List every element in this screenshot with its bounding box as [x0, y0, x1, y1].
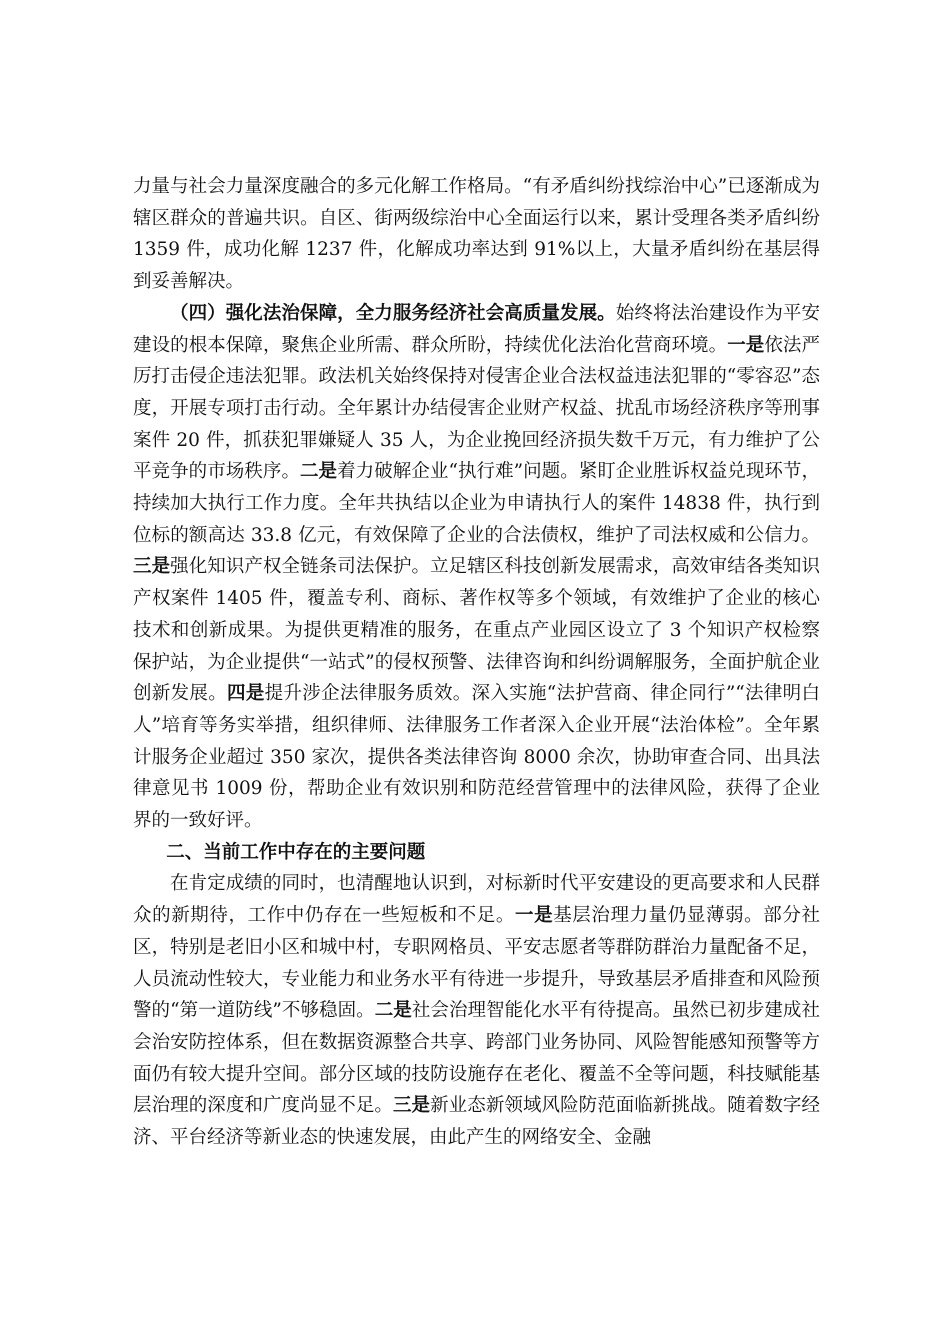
text-run: 新业态新领域风险防范面临新挑战。随着数字经济、平台经济等新业态的快速发展，由此产生的网络安全、金融	[133, 1095, 820, 1149]
text-run: 社会治理智能化水平有待提高。虽然已初步建成社会治安防控体系，但在数据资源整合共享、跨部门业务协同、风险智能感知预警等方面仍有较大提升空间。部分区域的技防设施存在老化、覆盖不全等问题，科技赋能基层治理的深度和广度尚显不足。	[133, 1000, 820, 1117]
text-run: 基层治理力量仍显薄弱。部分社区，特别是老旧小区和城中村，专职网格员、平安志愿者等群防群治力量配备不足，人员流动性较大，专业能力和业务水平有待进一步提升，导致基层矛盾排查和风险预警的“第一道防线”不够稳固。	[133, 905, 820, 1022]
text-run: 依法严厉打击侵企违法犯罪。政法机关始终保持对侵害企业合法权益违法犯罪的“零容忍”态度，开展专项打击行动。全年累计办结侵害企业财产权益、扰乱市场经济秩序等刑事案件 20 件，抓获犯罪嫌疑人 35 人，为企业挽回经济损失数千万元，有力维护了公平竞争的市场秩序。	[133, 334, 820, 483]
text-run: 着力破解企业“执行难”问题。紧盯企业胜诉权益兑现环节，持续加大执行工作力度。全年共执结以企业为申请执行人的案件 14838 件，执行到位标的额高达 33.8 亿元，有效保障了企业的合法债权，维护了司法权威和公信力。	[133, 461, 820, 546]
bold-text-run: 三是	[133, 556, 171, 578]
bold-text-run: 四是	[227, 683, 265, 705]
paragraph	[133, 171, 820, 298]
bold-text-run: 一是	[514, 905, 554, 927]
paragraph	[133, 868, 820, 1153]
bold-text-run: （四）强化法治保障，全力服务经济社会高质量发展。	[170, 302, 616, 324]
text-run: 始终将法治建设作为平安建设的根本保障，聚焦企业所需、群众所盼，持续优化法治化营商环境。	[133, 302, 820, 356]
document-body-text	[133, 171, 820, 1154]
bold-text-run: 二、当前工作中存在的主要问题	[166, 841, 426, 863]
text-run: 在肯定成绩的同时，也清醒地认识到，对标新时代平安建设的更高要求和人民群众的新期待，工作中仍存在一些短板和不足。	[133, 873, 820, 927]
text-run: 提升涉企法律服务质效。深入实施“法护营商、律企同行”“法律明白人”培育等务实举措，组织律师、法律服务工作者深入企业开展“法治体检”。全年累计服务企业超过 350 家次，提供各类法律咨询 8000 余次，协助审查合同、出具法律意见书 1009 份，帮助企业有效识别和防范经营管理中的法律风险，获得了企业界的一致好评。	[133, 683, 820, 832]
bold-text-run: 三是	[392, 1095, 431, 1117]
text-run: 强化知识产权全链条司法保护。立足辖区科技创新发展需求，高效审结各类知识产权案件 1405 件，覆盖专利、商标、著作权等多个领域，有效维护了企业的核心技术和创新成果。为提供更精准的服务，在重点产业园区设立了 3 个知识产权检察保护站，为企业提供“一站式”的侵权预警、法律咨询和纠纷调解服务，全面护航企业创新发展。	[133, 556, 820, 705]
bold-text-run: 二是	[300, 461, 338, 483]
bold-text-run: 一是	[727, 334, 765, 356]
text-run: 力量与社会力量深度融合的多元化解工作格局。“有矛盾纠纷找综治中心”已逐渐成为辖区群众的普遍共识。自区、街两级综治中心全面运行以来，累计受理各类矛盾纠纷 1359 件，成功化解 1237 件，化解成功率达到 91%以上，大量矛盾纠纷在基层得到妥善解决。	[133, 176, 820, 293]
section-heading	[133, 837, 820, 869]
bold-text-run: 二是	[374, 1000, 412, 1022]
paragraph	[133, 298, 820, 837]
